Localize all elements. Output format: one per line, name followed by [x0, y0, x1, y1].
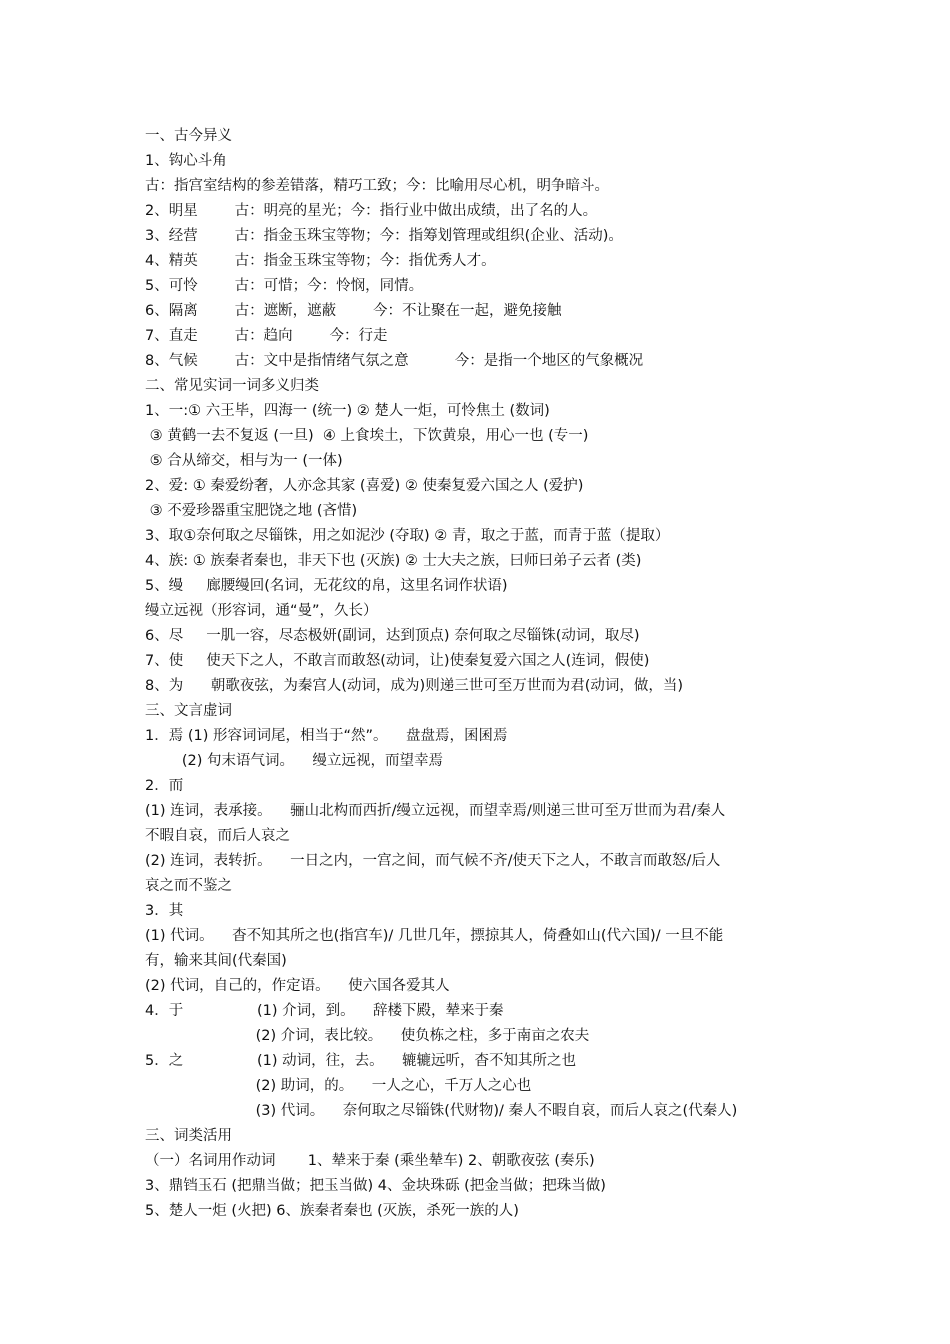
text-line: 5．之 (1) 动词，往，去。 辘辘远听，杳不知其所之也 — [145, 1053, 577, 1069]
text-line: 7、直走 古：趋向 今：行走 — [145, 328, 388, 344]
section-heading: 三、词类活用 — [145, 1128, 232, 1144]
section-heading: 一、古今异义 — [145, 128, 232, 144]
text-line: (2) 助词，的。 一人之心，千万人之心也 — [145, 1078, 532, 1094]
text-line: 4．于 (1) 介词，到。 辞楼下殿，辇来于秦 — [145, 1003, 504, 1019]
section-heading: 三、文言虚词 — [145, 703, 232, 719]
text-line: (2) 句末语气词。 缦立远视，而望幸焉 — [145, 753, 443, 769]
text-line: 1、一:① 六王毕，四海一 (统一) ② 楚人一炬，可怜焦土 (数词) — [145, 403, 550, 419]
text-line: 7、使 使天下之人，不敢言而敢怒(动词，让)使秦复爱六国之人(连词，假使) — [145, 653, 650, 669]
text-line: 有，输来其间(代秦国) — [145, 953, 287, 969]
text-line: 5、可怜 古：可惜；今：怜悯，同情。 — [145, 278, 424, 294]
text-line: ③ 不爱珍器重宝肥饶之地 (吝惜) — [145, 503, 358, 519]
text-line: 3、鼎铛玉石 (把鼎当做；把玉当做) 4、金块珠砾 (把金当做；把珠当做) — [145, 1178, 606, 1194]
text-line: 缦立远视（形容词，通“曼”，久长） — [145, 603, 378, 619]
text-line: 6、隔离 古：遮断，遮蔽 今：不让聚在一起，避免接触 — [145, 303, 562, 319]
text-line: (2) 代词，自己的，作定语。 使六国各爱其人 — [145, 978, 450, 994]
section-heading: 二、常见实词一词多义归类 — [145, 378, 319, 394]
text-line: 3、经营 古：指金玉珠宝等物；今：指筹划管理或组织(企业、活动)。 — [145, 228, 623, 244]
text-line: 5、楚人一炬 (火把) 6、族秦者秦也 (灭族，杀死一族的人) — [145, 1203, 519, 1219]
text-line: 8、气候 古：文中是指情绪气氛之意 今：是指一个地区的气象概况 — [145, 353, 644, 369]
text-line: 3、取①奈何取之尽锱铢，用之如泥沙 (夺取) ② 青，取之于蓝，而青于蓝（提取） — [145, 528, 670, 544]
text-line: 3．其 — [145, 903, 184, 919]
text-line: 1．焉 (1) 形容词词尾，相当于“然”。 盘盘焉，囷囷焉 — [145, 728, 508, 744]
text-line: ⑤ 合从缔交，相与为一 (一体) — [145, 453, 343, 469]
text-line: 5、缦 廊腰缦回(名词，无花纹的帛，这里名词作状语) — [145, 578, 508, 594]
text-line: 2、爱: ① 秦爱纷奢，人亦念其家 (喜爱) ② 使秦复爱六国之人 (爱护) — [145, 478, 584, 494]
text-line: 4、精英 古：指金玉珠宝等物；今：指优秀人才。 — [145, 253, 496, 269]
text-line: 2．而 — [145, 778, 184, 794]
document-body — [145, 124, 815, 1224]
text-line: 哀之而不鉴之 — [145, 878, 232, 894]
text-line: (2) 连词，表转折。 一日之内，一宫之间，而气候不齐/使天下之人，不敢言而敢怒/后人 — [145, 853, 721, 869]
text-line: (2) 介词，表比较。 使负栋之柱，多于南亩之农夫 — [145, 1028, 590, 1044]
text-line: 8、为 朝歌夜弦，为秦宫人(动词，成为)则递三世可至万世而为君(动词，做，当) — [145, 678, 684, 694]
text-line: 不暇自哀，而后人哀之 — [145, 828, 290, 844]
text-line: 古：指宫室结构的参差错落，精巧工致；今：比喻用尽心机，明争暗斗。 — [145, 178, 609, 194]
text-line: (3) 代词。 奈何取之尽锱铢(代财物)/ 秦人不暇自哀，而后人哀之(代秦人) — [145, 1103, 738, 1119]
text-line: (1) 代词。 杳不知其所之也(指宫车)/ 几世几年，摽掠其人，倚叠如山(代六国)/ 一旦不能 — [145, 928, 724, 944]
text-line: 1、钩心斗角 — [145, 153, 227, 169]
text-line: 2、明星 古：明亮的星光；今：指行业中做出成绩，出了名的人。 — [145, 203, 598, 219]
text-line: (1) 连词，表承接。 骊山北构而西折/缦立远视，而望幸焉/则递三世可至万世而为君/秦人 — [145, 803, 726, 819]
text-line: 6、尽 一肌一容，尽态极妍(副词，达到顶点) 奈何取之尽锱铢(动词，取尽) — [145, 628, 640, 644]
text-line: ③ 黄鹤一去不复返 (一旦) ④ 上食埃土，下饮黄泉，用心一也 (专一) — [145, 428, 589, 444]
text-line: （一）名词用作动词 1、辇来于秦 (乘坐辇车) 2、朝歌夜弦 (奏乐) — [145, 1153, 595, 1169]
text-line: 4、族: ① 族秦者秦也，非天下也 (灭族) ② 士大夫之族，曰师曰弟子云者 (类) — [145, 553, 642, 569]
